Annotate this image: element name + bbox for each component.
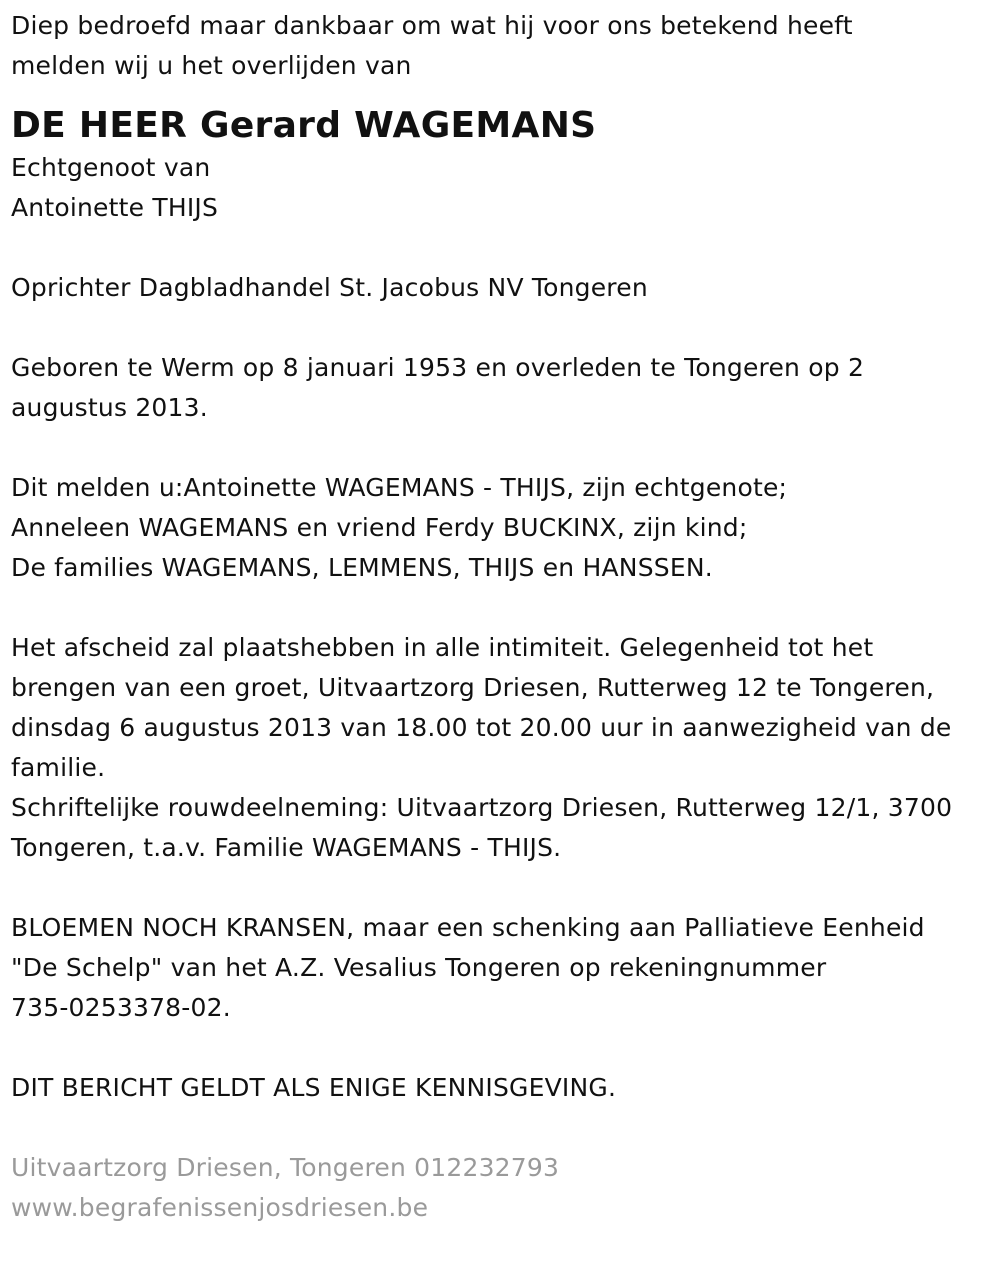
flowers-line-1: BLOEMEN NOCH KRANSEN, maar een schenking aan Palliatieve Eenheid bbox=[11, 913, 925, 942]
spouse-info bbox=[11, 148, 996, 228]
farewell-info bbox=[11, 628, 996, 868]
birth-death-line-1: Geboren te Werm op 8 januari 1953 en overleden te Tongeren op 2 bbox=[11, 353, 865, 382]
flowers-info bbox=[11, 908, 996, 1028]
official-notice bbox=[11, 1068, 996, 1108]
family-line-2: Anneleen WAGEMANS en vriend Ferdy BUCKINX, zijn kind; bbox=[11, 513, 748, 542]
occupation-info bbox=[11, 268, 996, 308]
intro-line-2: melden wij u het overlijden van bbox=[11, 51, 412, 80]
intro-line-1: Diep bedroefd maar dankbaar om wat hij voor ons betekend heeft bbox=[11, 11, 853, 40]
farewell-line-6: Tongeren, t.a.v. Familie WAGEMANS - THIJS. bbox=[11, 833, 562, 862]
occupation-line: Oprichter Dagbladhandel St. Jacobus NV Tongeren bbox=[11, 273, 648, 302]
spouse-line-1: Echtgenoot van bbox=[11, 153, 211, 182]
farewell-line-4: familie. bbox=[11, 753, 106, 782]
funeral-home-contact: Uitvaartzorg Driesen, Tongeren 012232793 bbox=[11, 1153, 560, 1182]
farewell-line-5: Schriftelijke rouwdeelneming: Uitvaartzorg Driesen, Rutterweg 12/1, 3700 bbox=[11, 793, 953, 822]
family-line-1: Dit melden u:Antoinette WAGEMANS - THIJS, zijn echtgenote; bbox=[11, 473, 788, 502]
family-info bbox=[11, 468, 996, 588]
spouse-line-2: Antoinette THIJS bbox=[11, 193, 219, 222]
birth-death-info bbox=[11, 348, 996, 428]
official-notice-line: DIT BERICHT GELDT ALS ENIGE KENNISGEVING. bbox=[11, 1073, 617, 1102]
intro-text bbox=[11, 6, 996, 86]
footer bbox=[11, 1148, 996, 1228]
death-notice bbox=[11, 6, 996, 1228]
website-link[interactable]: www.begrafenissenjosdriesen.be bbox=[11, 1193, 429, 1222]
family-line-3: De families WAGEMANS, LEMMENS, THIJS en HANSSEN. bbox=[11, 553, 713, 582]
farewell-line-2: brengen van een groet, Uitvaartzorg Driesen, Rutterweg 12 te Tongeren, bbox=[11, 673, 935, 702]
flowers-line-3: 735-0253378-02. bbox=[11, 993, 231, 1022]
deceased-name: DE HEER Gerard WAGEMANS bbox=[11, 105, 597, 146]
birth-death-line-2: augustus 2013. bbox=[11, 393, 208, 422]
farewell-line-1: Het afscheid zal plaatshebben in alle intimiteit. Gelegenheid tot het bbox=[11, 633, 874, 662]
farewell-line-3: dinsdag 6 augustus 2013 van 18.00 tot 20.00 uur in aanwezigheid van de bbox=[11, 713, 952, 742]
flowers-line-2: "De Schelp" van het A.Z. Vesalius Tongeren op rekeningnummer bbox=[11, 953, 827, 982]
